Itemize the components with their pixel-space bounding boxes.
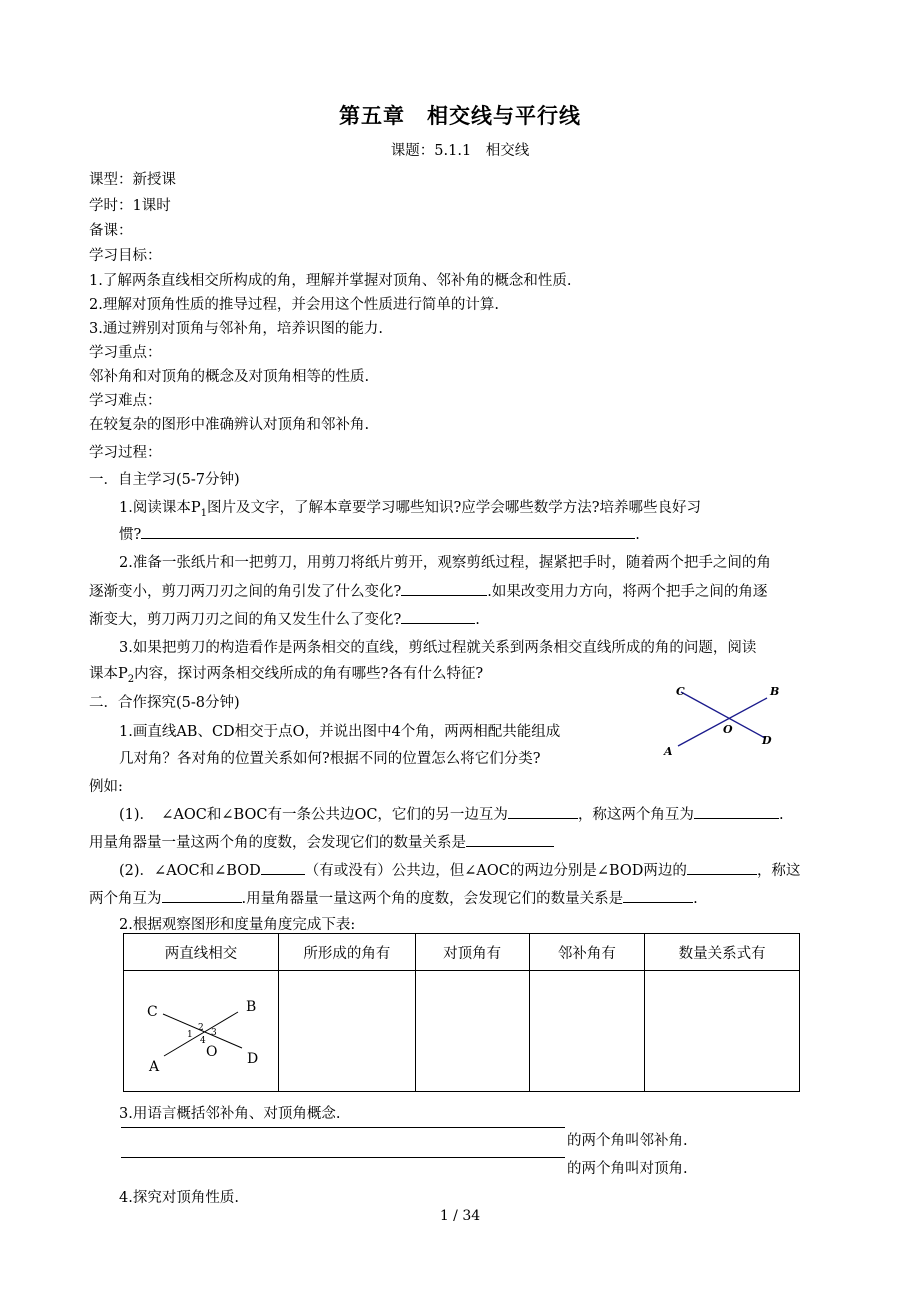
lesson-subtitle: 课题：5.1.1 相交线 <box>390 143 530 159</box>
section2-heading: 二．合作探究(5-8分钟) <box>89 695 240 711</box>
example1-line1: (1)． ∠AOC和∠BOC有一条公共边OC，它们的另一边互为 ，称这两个角互为 . <box>119 803 784 824</box>
table-label-d: D <box>246 1051 259 1067</box>
process-heading: 学习过程： <box>89 445 162 461</box>
key-points-heading: 学习重点： <box>89 345 162 361</box>
answer-blank[interactable] <box>508 804 578 819</box>
table-cell-adjacent-angles[interactable] <box>529 971 645 1092</box>
adjacent-angle-definition: 的两个角叫邻补角. <box>567 1133 688 1149</box>
section2-q1-line2: 几对角？各对角的位置关系如何?根据不同的位置怎么将它们分类? <box>119 751 541 767</box>
figure-label-b: B <box>770 685 780 698</box>
table-header: 两直线相交 <box>124 934 279 971</box>
section1-heading: 一．自主学习(5-7分钟) <box>89 472 240 488</box>
difficulties-text: 在较复杂的图形中准确辨认对顶角和邻补角. <box>89 417 370 433</box>
section1-q1-line1: 1.阅读课本$P_1$图片及文字，了解本章要学习哪些知识?应学会哪些数学方法?培养哪些良好习 <box>119 500 702 519</box>
lesson-prep: 备课： <box>89 223 133 239</box>
line-ab <box>678 698 767 746</box>
table-figure-cell <box>124 971 279 1092</box>
section2-q4: 4.探究对顶角性质. <box>119 1190 239 1206</box>
page-title: 第五章 相交线与平行线 <box>339 103 581 128</box>
objective-item: 2.理解对顶角性质的推导过程，并会用这个性质进行简单的计算. <box>89 297 499 313</box>
table-label-b: B <box>245 999 257 1015</box>
angle-number: 2 <box>197 1023 204 1033</box>
example1-line2: 用量角器量一量这两个角的度数，会发现它们的数量关系是 <box>89 831 554 852</box>
answer-blank[interactable] <box>687 860 757 875</box>
figure-label-a: A <box>664 745 673 758</box>
table-cell-relations[interactable] <box>645 971 800 1092</box>
answer-line[interactable] <box>121 1157 565 1158</box>
table-label-c: C <box>146 1004 158 1020</box>
section1-q3-line1: 3.如果把剪刀的构造看作是两条相交的直线，剪纸过程就关系到两条相交直线所成的角的问题，阅读 <box>119 640 757 656</box>
example2-line1: (2)．∠AOC和∠BOD （有或没有）公共边，但∠AOC的两边分别是∠BOD两边的 ，称这 <box>119 859 800 880</box>
section1-q2-line1: 2.准备一张纸片和一把剪刀，用剪刀将纸片剪开，观察剪纸过程，握紧把手时，随着两个把手之间的角 <box>119 555 771 571</box>
figure-label-d: D <box>762 734 772 747</box>
answer-blank[interactable] <box>694 804 779 819</box>
vertical-angle-definition: 的两个角叫对顶角. <box>567 1161 688 1177</box>
table-cell-vertical-angles[interactable] <box>415 971 529 1092</box>
page-number: 1 / 34 <box>439 1208 481 1224</box>
answer-blank[interactable] <box>141 524 635 539</box>
answer-blank[interactable] <box>466 832 554 847</box>
intersecting-lines-figure <box>655 680 795 760</box>
objective-item: 3.通过辨别对顶角与邻补角，培养识图的能力. <box>89 321 383 337</box>
difficulties-heading: 学习难点： <box>89 393 162 409</box>
example2-line2: 两个角互为 .用量角器量一量这两个角的度数，会发现它们的数量关系是 . <box>89 887 698 908</box>
section1-q3-line2: 课本$P_2$内容，探讨两条相交线所成的角有哪些?各有什么特征? <box>89 666 484 685</box>
section1-q1-line2: 惯? . <box>119 523 640 544</box>
table-intersecting-lines-figure <box>126 976 276 1086</box>
angle-number: 3 <box>210 1028 217 1038</box>
objective-item: 1.了解两条直线相交所构成的角，理解并掌握对顶角、邻补角的概念和性质. <box>89 273 572 289</box>
table-header: 数量关系式有 <box>645 934 800 971</box>
example-label: 例如: <box>89 779 123 795</box>
table-label-o: O <box>205 1044 218 1060</box>
section2-q1-line1: 1.画直线AB、CD相交于点O，并说出图中4个角，两两相配共能组成 <box>119 724 561 740</box>
figure-label-o: O <box>723 723 733 736</box>
section1-q2-line3: 渐变大，剪刀两刀刃之间的角又发生什么了变化? . <box>89 608 480 629</box>
answer-blank[interactable] <box>401 609 475 624</box>
table-header: 对顶角有 <box>415 934 529 971</box>
angle-table <box>123 933 800 1092</box>
section2-q2: 2.根据观察图形和度量角度完成下表: <box>119 917 356 933</box>
table-label-a: A <box>148 1059 160 1075</box>
table-line-ab <box>164 1012 238 1056</box>
table-header: 邻补角有 <box>529 934 645 971</box>
lesson-hours: 学时：1课时 <box>89 198 171 214</box>
section2-q3: 3.用语言概括邻补角、对顶角概念. <box>119 1106 341 1122</box>
table-header: 所形成的角有 <box>278 934 415 971</box>
angle-number: 4 <box>199 1036 206 1046</box>
lesson-type: 课型：新授课 <box>89 172 176 188</box>
answer-blank[interactable] <box>623 888 693 903</box>
figure-label-c: C <box>676 685 685 698</box>
answer-blank[interactable] <box>401 581 487 596</box>
answer-blank[interactable] <box>261 860 305 875</box>
answer-line[interactable] <box>121 1127 565 1128</box>
section1-q2-line2: 逐渐变小，剪刀两刀刃之间的角引发了什么变化? .如果改变用力方向，将两个把手之间的角逐 <box>89 580 767 601</box>
key-points-text: 邻补角和对顶角的概念及对顶角相等的性质. <box>89 369 370 385</box>
answer-blank[interactable] <box>162 888 242 903</box>
angle-number: 1 <box>186 1030 193 1040</box>
objectives-heading: 学习目标： <box>89 248 162 264</box>
table-cell-angles[interactable] <box>278 971 415 1092</box>
